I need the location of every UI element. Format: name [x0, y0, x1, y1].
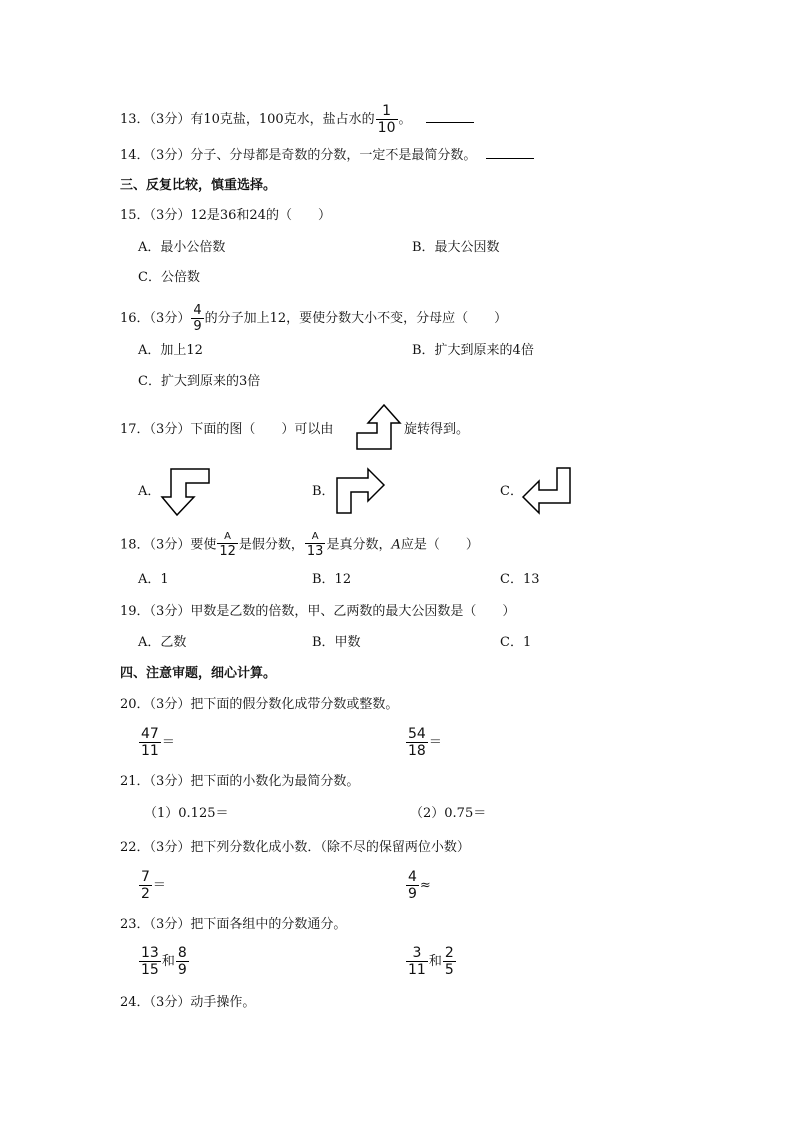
q13-text: 13．（3分）有10克盐，100克水，盐占水的 — [120, 112, 375, 127]
q17-option-a-shape[interactable] — [160, 465, 212, 517]
q23-b-den: 9 — [177, 962, 187, 978]
question-14 — [120, 144, 534, 166]
q21-part-2: （2）0.75＝ — [410, 806, 487, 821]
q14-answer-blank[interactable] — [486, 144, 534, 159]
q23-c-num: 3 — [412, 945, 422, 961]
q20-item-1 — [138, 727, 175, 758]
q19-option-b[interactable]: B．甲数 — [312, 635, 361, 650]
q18-option-c[interactable]: C．13 — [500, 572, 540, 587]
question-24: 24．（3分）动手操作。 — [120, 995, 256, 1010]
q22-f2-den: 9 — [408, 886, 417, 902]
q23-fraction-d — [443, 946, 456, 977]
q17-option-b-label[interactable]: B． — [312, 484, 335, 499]
q17-option-c-shape[interactable] — [521, 465, 573, 517]
q22-f1-num: 7 — [141, 869, 150, 885]
q23-and-1: 和 — [161, 954, 175, 969]
q23-c-den: 11 — [408, 962, 426, 978]
q20-fraction-2 — [406, 727, 428, 758]
q23-d-den: 5 — [444, 962, 454, 978]
q22-item-1 — [138, 870, 166, 901]
q18-f1-den: 12 — [219, 544, 236, 559]
question-18 — [120, 532, 479, 558]
q15-option-c[interactable]: C．公倍数 — [138, 270, 200, 285]
q15-option-a[interactable]: A．最小公倍数 — [138, 240, 226, 255]
section-3-heading: 三、反复比较，慎重选择。 — [120, 178, 277, 193]
q13-answer-blank[interactable] — [426, 108, 474, 123]
q20-eq-2: ＝ — [428, 735, 442, 750]
q13-fraction — [376, 104, 398, 135]
question-19: 19．（3分）甲数是乙数的倍数，甲、乙两数的最大公因数是（ ） — [120, 604, 516, 619]
q23-group-2 — [405, 946, 457, 977]
q16-frac-den: 9 — [193, 319, 202, 334]
q16-option-c[interactable]: C．扩大到原来的3倍 — [138, 374, 261, 389]
section-4-heading: 四、注意审题，细心计算。 — [120, 666, 277, 681]
question-16 — [120, 304, 507, 333]
q14-text: 14．（3分）分子、分母都是奇数的分数，一定不是最简分数。 — [120, 148, 477, 163]
reference-arrow-shape — [354, 403, 404, 453]
q22-fraction-2 — [406, 870, 419, 901]
q16-frac-num: 4 — [193, 303, 202, 318]
question-21: 21．（3分）把下面的小数化为最简分数。 — [120, 774, 360, 789]
q18-option-b[interactable]: B．12 — [312, 572, 352, 587]
q15-option-b[interactable]: B．最大公因数 — [412, 240, 500, 255]
q16-prefix: 16．（3分） — [120, 311, 191, 326]
q13-frac-num: 1 — [382, 103, 392, 119]
q23-fraction-c — [406, 946, 428, 977]
q18-option-a[interactable]: A．1 — [138, 572, 169, 587]
q21-part-1: （1）0.125＝ — [144, 806, 229, 821]
question-20: 20．（3分）把下面的假分数化成带分数或整数。 — [120, 697, 399, 712]
q18-fraction-2 — [305, 532, 326, 558]
q23-a-den: 15 — [141, 962, 159, 978]
question-15: 15．（3分）12是36和24的（ ） — [120, 208, 331, 223]
q23-a-num: 13 — [141, 945, 159, 961]
q16-text: 的分子加上12，要使分数大小不变，分母应（ ） — [204, 311, 508, 326]
q23-d-num: 2 — [444, 945, 454, 961]
q13-frac-den: 10 — [377, 120, 396, 136]
q22-f2-num: 4 — [408, 869, 417, 885]
q20-f2-den: 18 — [408, 743, 426, 759]
q16-option-b[interactable]: B．扩大到原来的4倍 — [412, 343, 534, 358]
q18-variable: A — [391, 537, 401, 553]
q22-fraction-1 — [139, 870, 152, 901]
q22-eq: ＝ — [152, 878, 166, 893]
q18-f1-num: A — [224, 531, 232, 542]
q23-b-num: 8 — [177, 945, 187, 961]
q17-option-b-shape[interactable] — [334, 465, 386, 517]
q19-option-a[interactable]: A．乙数 — [138, 635, 187, 650]
q17-option-c-label[interactable]: C． — [500, 484, 523, 499]
q18-fraction-1 — [217, 532, 238, 558]
q23-fraction-a — [139, 946, 161, 977]
q16-fraction — [191, 304, 203, 333]
question-17-text-start: 17．（3分）下面的图（ ）可以由 — [120, 422, 334, 437]
q22-item-2 — [405, 870, 431, 901]
q20-f1-den: 11 — [141, 743, 159, 759]
q18-text: 是真分数， — [326, 537, 392, 553]
q20-fraction-1 — [139, 727, 161, 758]
q23-and-2: 和 — [428, 954, 442, 969]
q23-group-1 — [138, 946, 190, 977]
q20-eq-1: ＝ — [161, 735, 175, 750]
q22-approx: ≈ — [419, 878, 431, 893]
q20-item-2 — [405, 727, 442, 758]
q22-f1-den: 2 — [141, 886, 150, 902]
q20-f2-num: 54 — [408, 726, 426, 742]
q20-f1-num: 47 — [141, 726, 159, 742]
question-17-text-end: 旋转得到。 — [404, 422, 470, 437]
question-13 — [120, 104, 474, 135]
question-23: 23．（3分）把下面各组中的分数通分。 — [120, 917, 347, 932]
q18-prefix: 18．（3分）要使 — [120, 537, 217, 553]
q18-f2-den: 13 — [306, 544, 324, 559]
q19-option-c[interactable]: C．1 — [500, 635, 532, 650]
q23-fraction-b — [176, 946, 189, 977]
q13-tail: 。 — [398, 112, 412, 127]
q18-f2-num: A — [311, 531, 319, 542]
q18-mid: 是假分数， — [238, 537, 304, 553]
q16-option-a[interactable]: A．加上12 — [138, 343, 203, 358]
q17-option-a-label[interactable]: A． — [138, 484, 161, 499]
q18-tail: 应是（ ） — [400, 537, 479, 553]
question-22: 22．（3分）把下列分数化成小数．（除不尽的保留两位小数） — [120, 840, 470, 855]
